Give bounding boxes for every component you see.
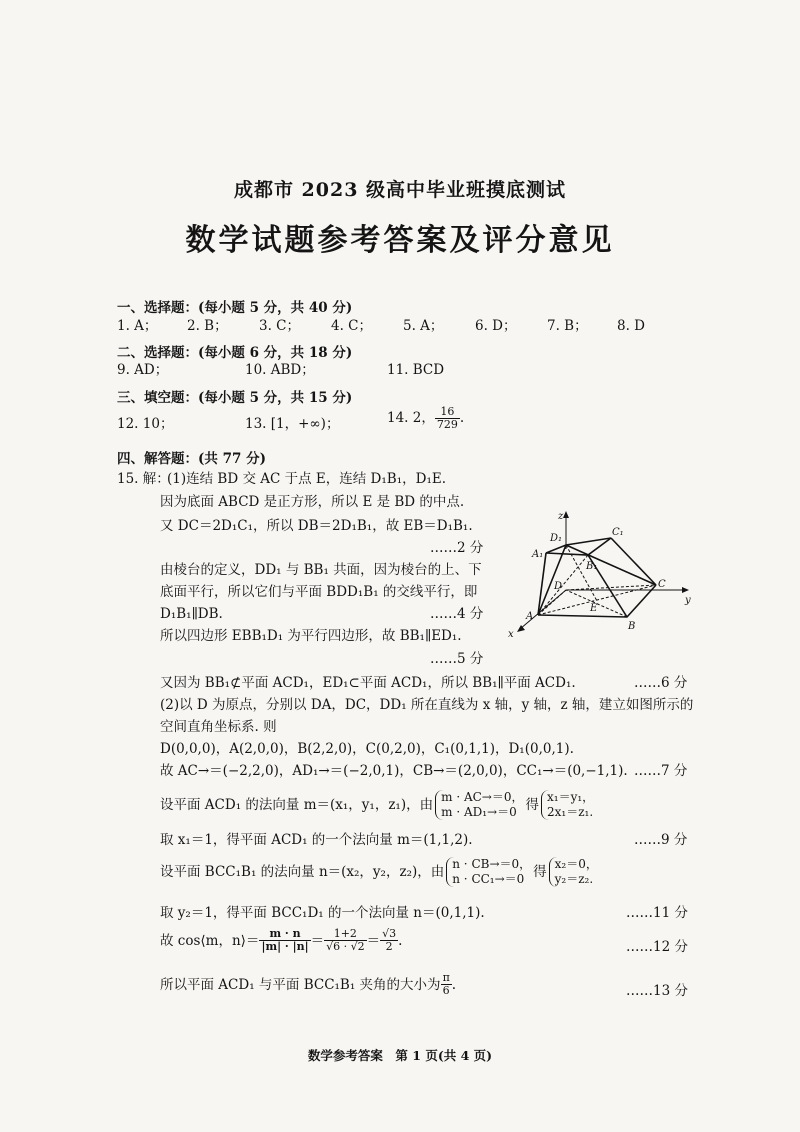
normal-vector-n-line: 设平面 BCC₁B₁ 的法向量 n＝(x₂，y₂，z₂)，由 n · CB→＝0， n · CC₁→＝0 得 x₂＝0， y₂＝z₂. <box>160 857 598 886</box>
conclusion-line: 所以平面 ACD₁ 与平面 BCC₁B₁ 夹角的大小为 $\frac{\pi}{6}$ . <box>160 971 457 997</box>
solution-line: 底面平行，所以它们与平面 BDD₁B₁ 的交线平行，即 <box>160 584 478 600</box>
solution-line: 又 DC＝2D₁C₁，所以 DB＝2D₁B₁，故 EB＝D₁B₁. <box>160 518 473 534</box>
score-mark: ……9 分 <box>634 832 688 848</box>
answer-11: 11. BCD <box>387 362 445 378</box>
answer-13: 13. [1，+∞)； <box>245 416 340 432</box>
q15-label: 15. 解： <box>117 471 170 487</box>
score-mark: ……11 分 <box>626 905 688 921</box>
solution-line: 又因为 BB₁⊄平面 ACD₁，ED₁⊂平面 ACD₁，所以 BB₁∥平面 ACD₁. <box>160 675 576 691</box>
solution-line: 空间直角坐标系. 则 <box>160 719 277 735</box>
normal-vector-m-line: 设平面 ACD₁ 的法向量 m＝(x₁，y₁，z₁)，由 m · AC→＝0， m · AD₁→＝0 得 x₁＝y₁， 2x₁＝z₁. <box>160 790 595 819</box>
vertex-label: C₁ <box>612 527 624 538</box>
answer-4: 4. C； <box>331 318 373 334</box>
solution-line: (2)以 D 为原点，分别以 DA，DC，DD₁ 所在直线为 x 轴，y 轴，z 轴，建立如图所示的 <box>160 697 694 713</box>
vertex-label: D <box>554 581 563 592</box>
solution-line: 由棱台的定义，DD₁ 与 BB₁ 共面，因为棱台的上、下 <box>160 562 482 578</box>
solution-line: 所以四边形 EBB₁D₁ 为平行四边形，故 BB₁∥ED₁. <box>160 628 462 644</box>
vertex-label: A₁ <box>532 549 544 560</box>
solution-line: 取 x₁＝1，得平面 ACD₁ 的一个法向量 m＝(1,1,2). <box>160 832 473 848</box>
score-mark: ……7 分 <box>634 763 688 779</box>
answer-7: 7. B； <box>547 318 588 334</box>
vertex-label: A <box>526 611 534 622</box>
answer-8: 8. D <box>617 318 645 334</box>
vertex-label: E <box>590 603 598 614</box>
solution-line: D(0,0,0)，A(2,0,0)，B(2,2,0)，C(0,2,0)，C₁(0,1,1)，D₁(0,0,1). <box>160 741 574 757</box>
score-mark: ……5 分 <box>430 651 484 667</box>
solution-line: 因为底面 ABCD 是正方形，所以 E 是 BD 的中点. <box>160 494 465 510</box>
section4-heading: 四、解答题：(共 77 分) <box>117 451 266 467</box>
answer-3: 3. C； <box>259 318 301 334</box>
vertex-label: B <box>628 621 636 632</box>
answer-12: 12. 10； <box>117 416 174 432</box>
vertex-label: C <box>658 579 666 590</box>
score-mark: ……13 分 <box>626 983 688 999</box>
solution-line: 故 AC→＝(−2,2,0)，AD₁→＝(−2,0,1)，CB→＝(2,0,0)，CC₁→＝(0,−1,1). <box>160 763 628 779</box>
answer-6: 6. D； <box>475 318 517 334</box>
vertex-label: B₁ <box>586 561 598 572</box>
section2-heading: 二、选择题：(每小题 6 分，共 18 分) <box>117 345 353 361</box>
score-mark: ……4 分 <box>430 606 484 622</box>
section1-heading: 一、选择题：(每小题 5 分，共 40 分) <box>117 300 353 316</box>
document-subtitle: 数学试题参考答案及评分意见 <box>185 223 615 258</box>
score-mark: ……2 分 <box>430 540 484 556</box>
answer-2: 2. B； <box>187 318 228 334</box>
section3-heading: 三、填空题：(每小题 5 分，共 15 分) <box>117 390 353 406</box>
document-title: 成都市 2023 级高中毕业班摸底测试 <box>233 179 567 201</box>
solution-line: D₁B₁∥DB. <box>160 606 223 622</box>
answer-14: 14. 2， $\frac{16}{729}$ . <box>387 405 465 431</box>
axis-label-z: z <box>558 511 564 522</box>
score-mark: ……6 分 <box>634 675 688 691</box>
score-mark: ……12 分 <box>626 939 688 955</box>
vertex-label: D₁ <box>550 533 563 544</box>
answer-9: 9. AD； <box>117 362 169 378</box>
page-footer: 数学参考答案 第 1 页(共 4 页) <box>307 1048 493 1063</box>
solution-line: 取 y₂＝1，得平面 BCC₁D₁ 的一个法向量 n＝(0,1,1). <box>160 905 485 921</box>
answer-5: 5. A； <box>403 318 444 334</box>
cosine-line: 故 cos⟨m，n⟩＝ $\frac{m \cdot n}{|m| \cdot |n|}$ ＝ $\frac{1+2}{√6 \cdot √2}$ ＝ $\frac{√3}{2}$ . <box>160 927 403 953</box>
solution-line: (1)连结 BD 交 AC 于点 E，连结 D₁B₁，D₁E. <box>167 471 446 487</box>
answer-10: 10. ABD； <box>245 362 315 378</box>
axis-label-x: x <box>508 629 514 640</box>
frustum-figure <box>500 505 700 645</box>
answer-1: 1. A； <box>117 318 158 334</box>
axis-label-y: y <box>685 595 691 606</box>
